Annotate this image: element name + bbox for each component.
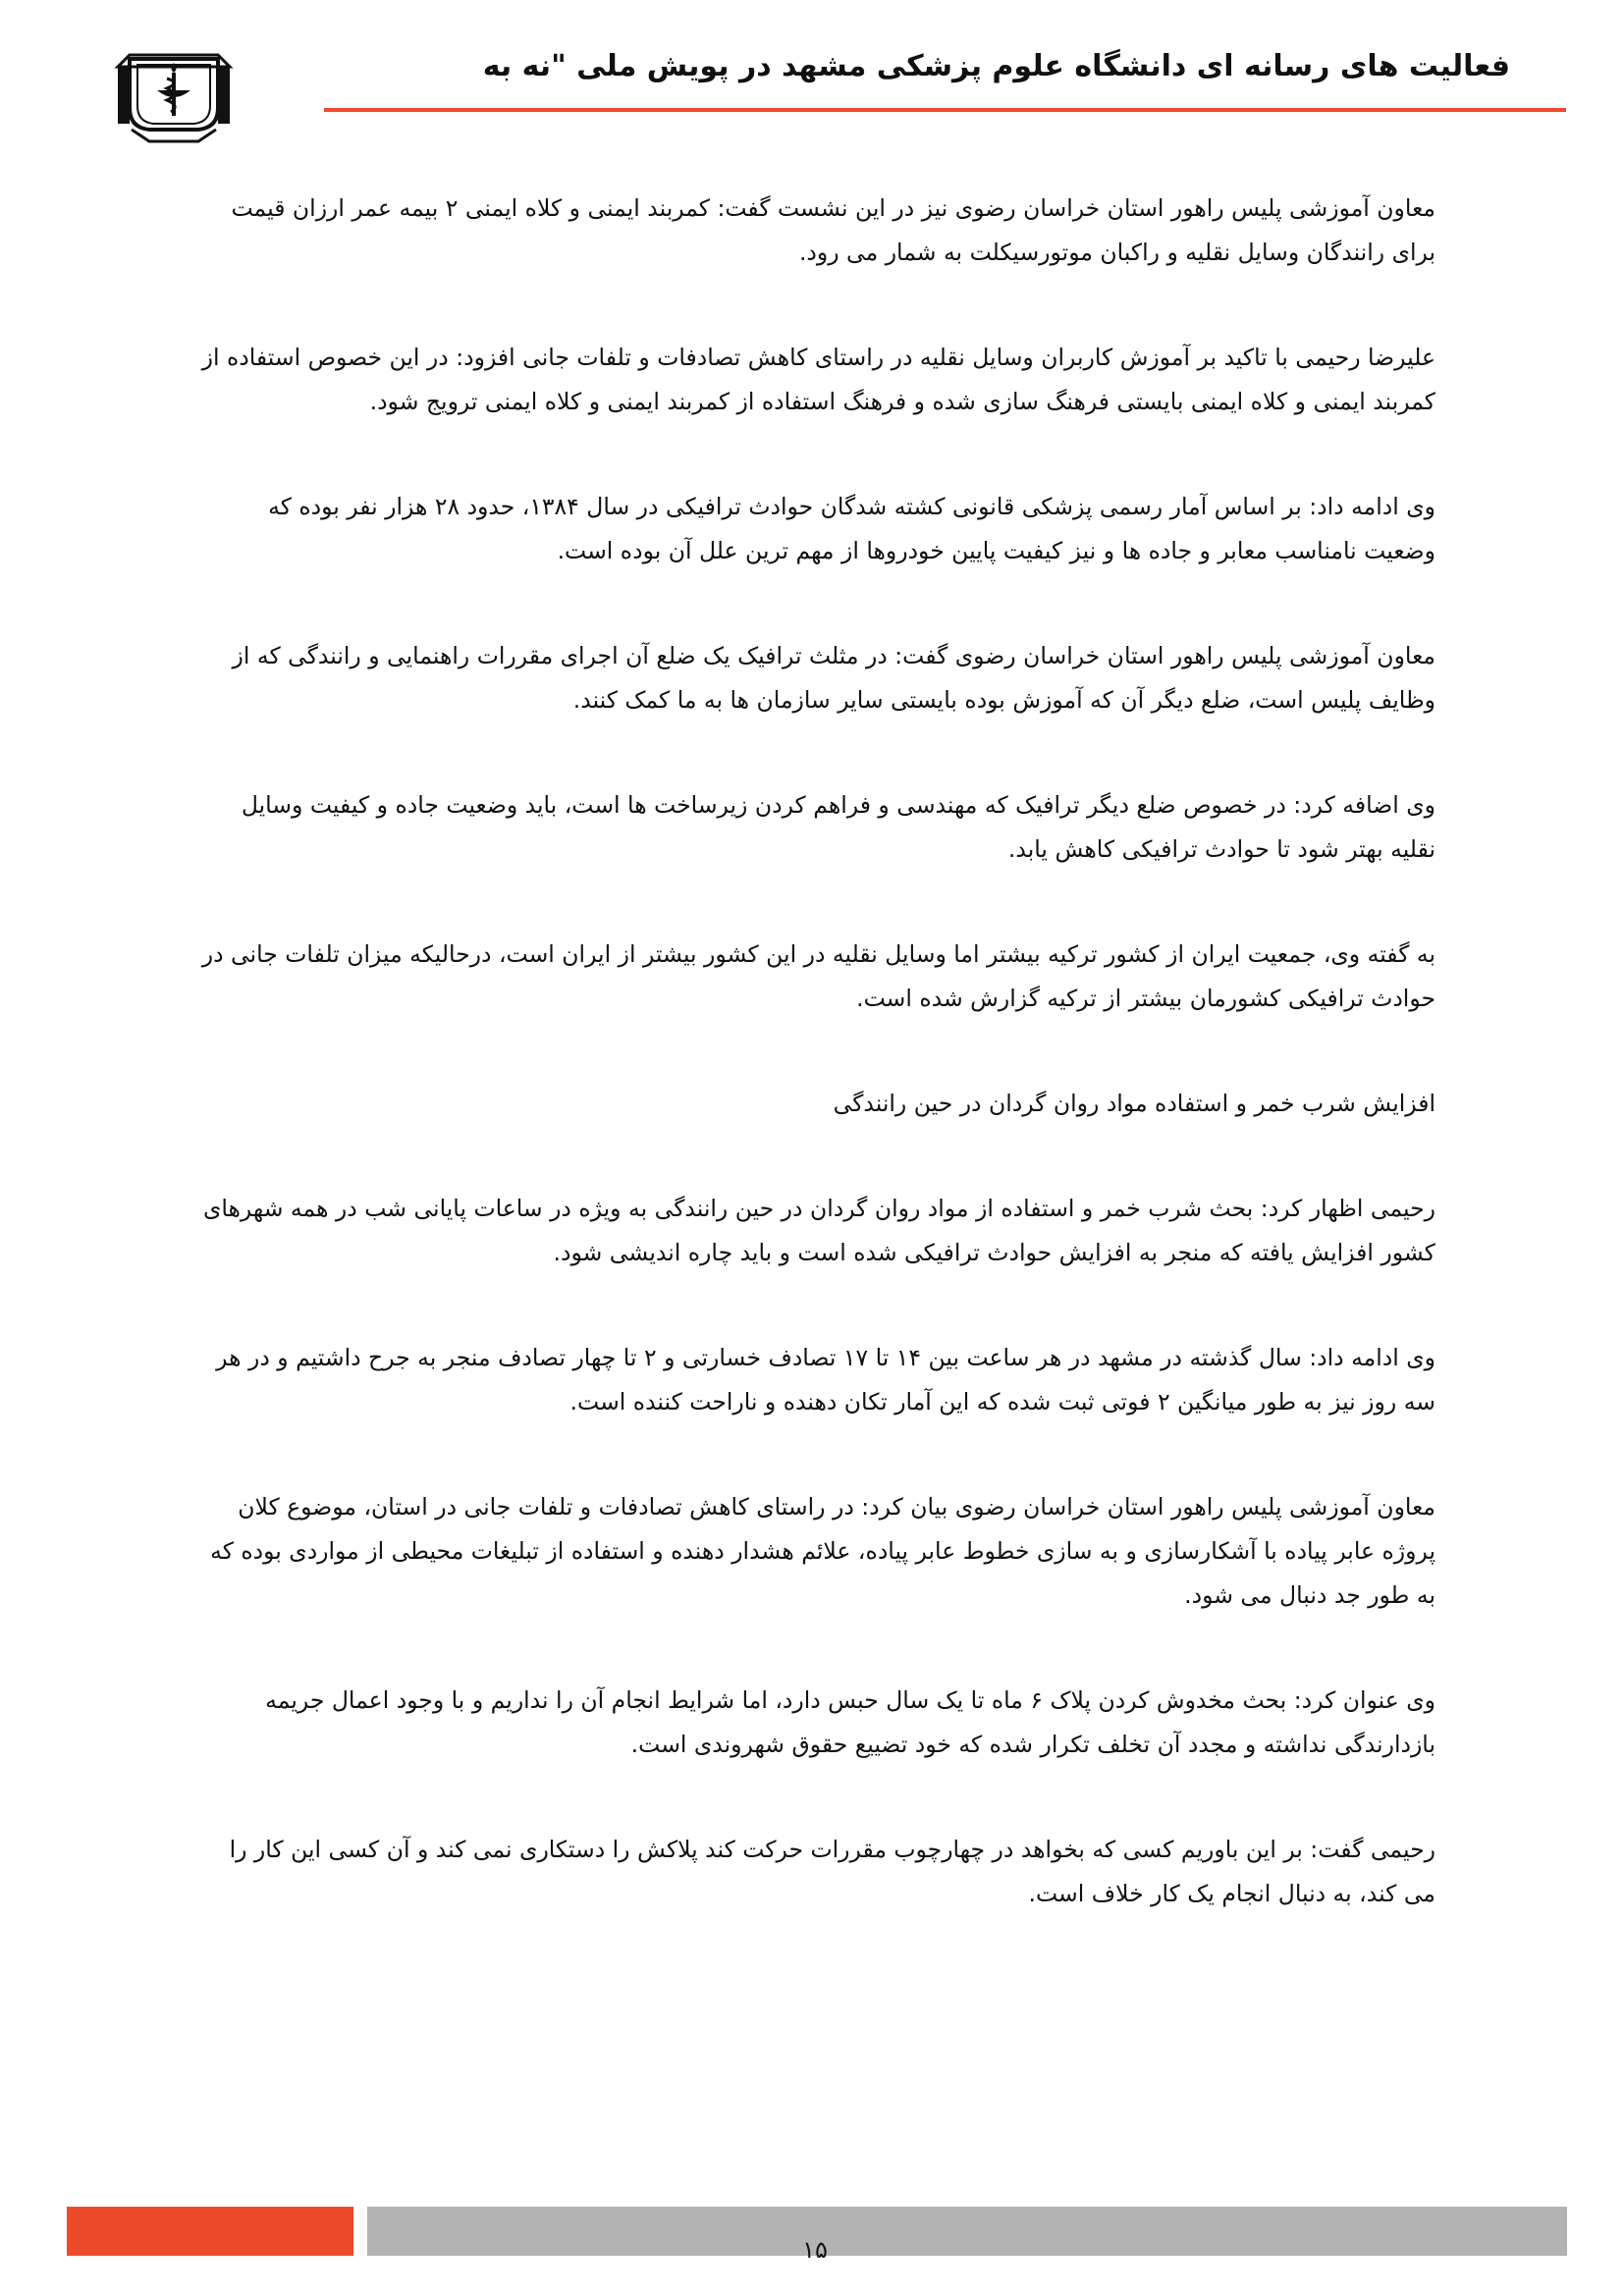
paragraph: علیرضا رحیمی با تاکید بر آموزش کاربران وسایل نقلیه در راستای کاهش تصادفات و تلفات جانی افزود: در این خصوص استفاده از کمربند ایمنی و کلاه ایمنی بایستی فرهنگ سازی شده و فرهنگ استفاده از کمربند ایمنی و کلاه ایمنی ترویج شود. <box>201 344 1435 415</box>
footer-gray-bar <box>367 2207 1567 2256</box>
university-logo <box>110 39 238 169</box>
paragraph: وی ادامه داد: سال گذشته در مشهد در هر ساعت بین ۱۴ تا ۱۷ تصادف خسارتی و ۲ تا چهار تصادف منجر به جرح داشتیم و در هر سه روز نیز به طور میانگین ۲ فوتی ثبت شده که این آمار تکان دهنده و ناراحت کننده است. <box>216 1344 1435 1415</box>
paragraph: به گفته وی، جمعیت ایران از کشور ترکیه بیشتر اما وسایل نقلیه در این کشور بیشتر از ایران است، درحالیکه میزان تلفات جانی در حوادث ترافیکی کشورمان بیشتر از ترکیه گزارش شده است. <box>201 940 1435 1012</box>
article-body <box>196 187 1435 1977</box>
paragraph: معاون آموزشی پلیس راهور استان خراسان رضوی بیان کرد: در راستای کاهش تصادفات و تلفات جانی در استان، موضوع کلان پروژه عابر پیاده با آشکارسازی و به سازی خطوط عابر پیاده، علائم هشدار دهنده و استفاده از تبلیغات محیطی از مواردی بوده که به طور جد دنبال می شود. <box>210 1493 1435 1609</box>
footer-accent-bar <box>67 2207 353 2256</box>
paragraph: معاون آموزشی پلیس راهور استان خراسان رضوی نیز در این نشست گفت: کمربند ایمنی و کلاه ایمنی ۲ بیمه عمر ارزان قیمت برای رانندگان وسایل نقلیه و راکبان موتورسیکلت به شمار می رود. <box>231 194 1435 266</box>
section-subheading: افزایش شرب خمر و استفاده مواد روان گردان در حین رانندگی <box>833 1090 1435 1117</box>
paragraph: رحیمی گفت: بر این باوریم کسی که بخواهد در چهارچوب مقررات حرکت کند پلاکش را دستکاری نمی کند و آن کسی این کار را می کند، به دنبال انجام یک کار خلاف است. <box>229 1836 1435 1907</box>
page-header-title: فعالیت های رسانه ای دانشگاه علوم پزشکی مشهد در پویش ملی "نه به <box>482 49 1510 83</box>
paragraph: وی ادامه داد: بر اساس آمار رسمی پزشکی قانونی کشته شدگان حوادث ترافیکی در سال ۱۳۸۴، حدود ۲۸ هزار نفر بوده که وضعیت نامناسب معابر و جاده ها و نیز کیفیت پایین خودروها از مهم ترین علل آن بوده است. <box>268 493 1435 564</box>
university-emblem-icon <box>110 39 238 169</box>
paragraph: رحیمی اظهار کرد: بحث شرب خمر و استفاده از مواد روان گردان در حین رانندگی به ویژه در ساعات پایانی شب در همه شهرهای کشور افزایش یافته که منجر به افزایش حوادث ترافیکی شده است و باید چاره اندیشی شود. <box>202 1195 1435 1266</box>
paragraph: وی اضافه کرد: در خصوص ضلع دیگر ترافیک که مهندسی و فراهم کردن زیرساخت ها است، باید وضعیت جاده و کیفیت وسایل نقلیه بهتر شود تا حوادث ترافیکی کاهش یابد. <box>241 791 1435 863</box>
paragraph: وی عنوان کرد: بحث مخدوش کردن پلاک ۶ ماه تا یک سال حبس دارد، اما شرایط انجام آن را نداریم و با وجود اعمال جریمه بازدارندگی نداشته و مجدد آن تخلف تکرار شده که خود تضییع حقوق شهروندی است. <box>265 1686 1435 1758</box>
header-divider <box>324 108 1566 112</box>
page-number: ۱۵ <box>802 2236 828 2264</box>
paragraph: معاون آموزشی پلیس راهور استان خراسان رضوی گفت: در مثلث ترافیک یک ضلع آن اجرای مقررات راهنمایی و رانندگی که از وظایف پلیس است، ضلع دیگر آن که آموزش بوده بایستی سایر سازمان ها به ما کمک کنند. <box>232 642 1435 714</box>
